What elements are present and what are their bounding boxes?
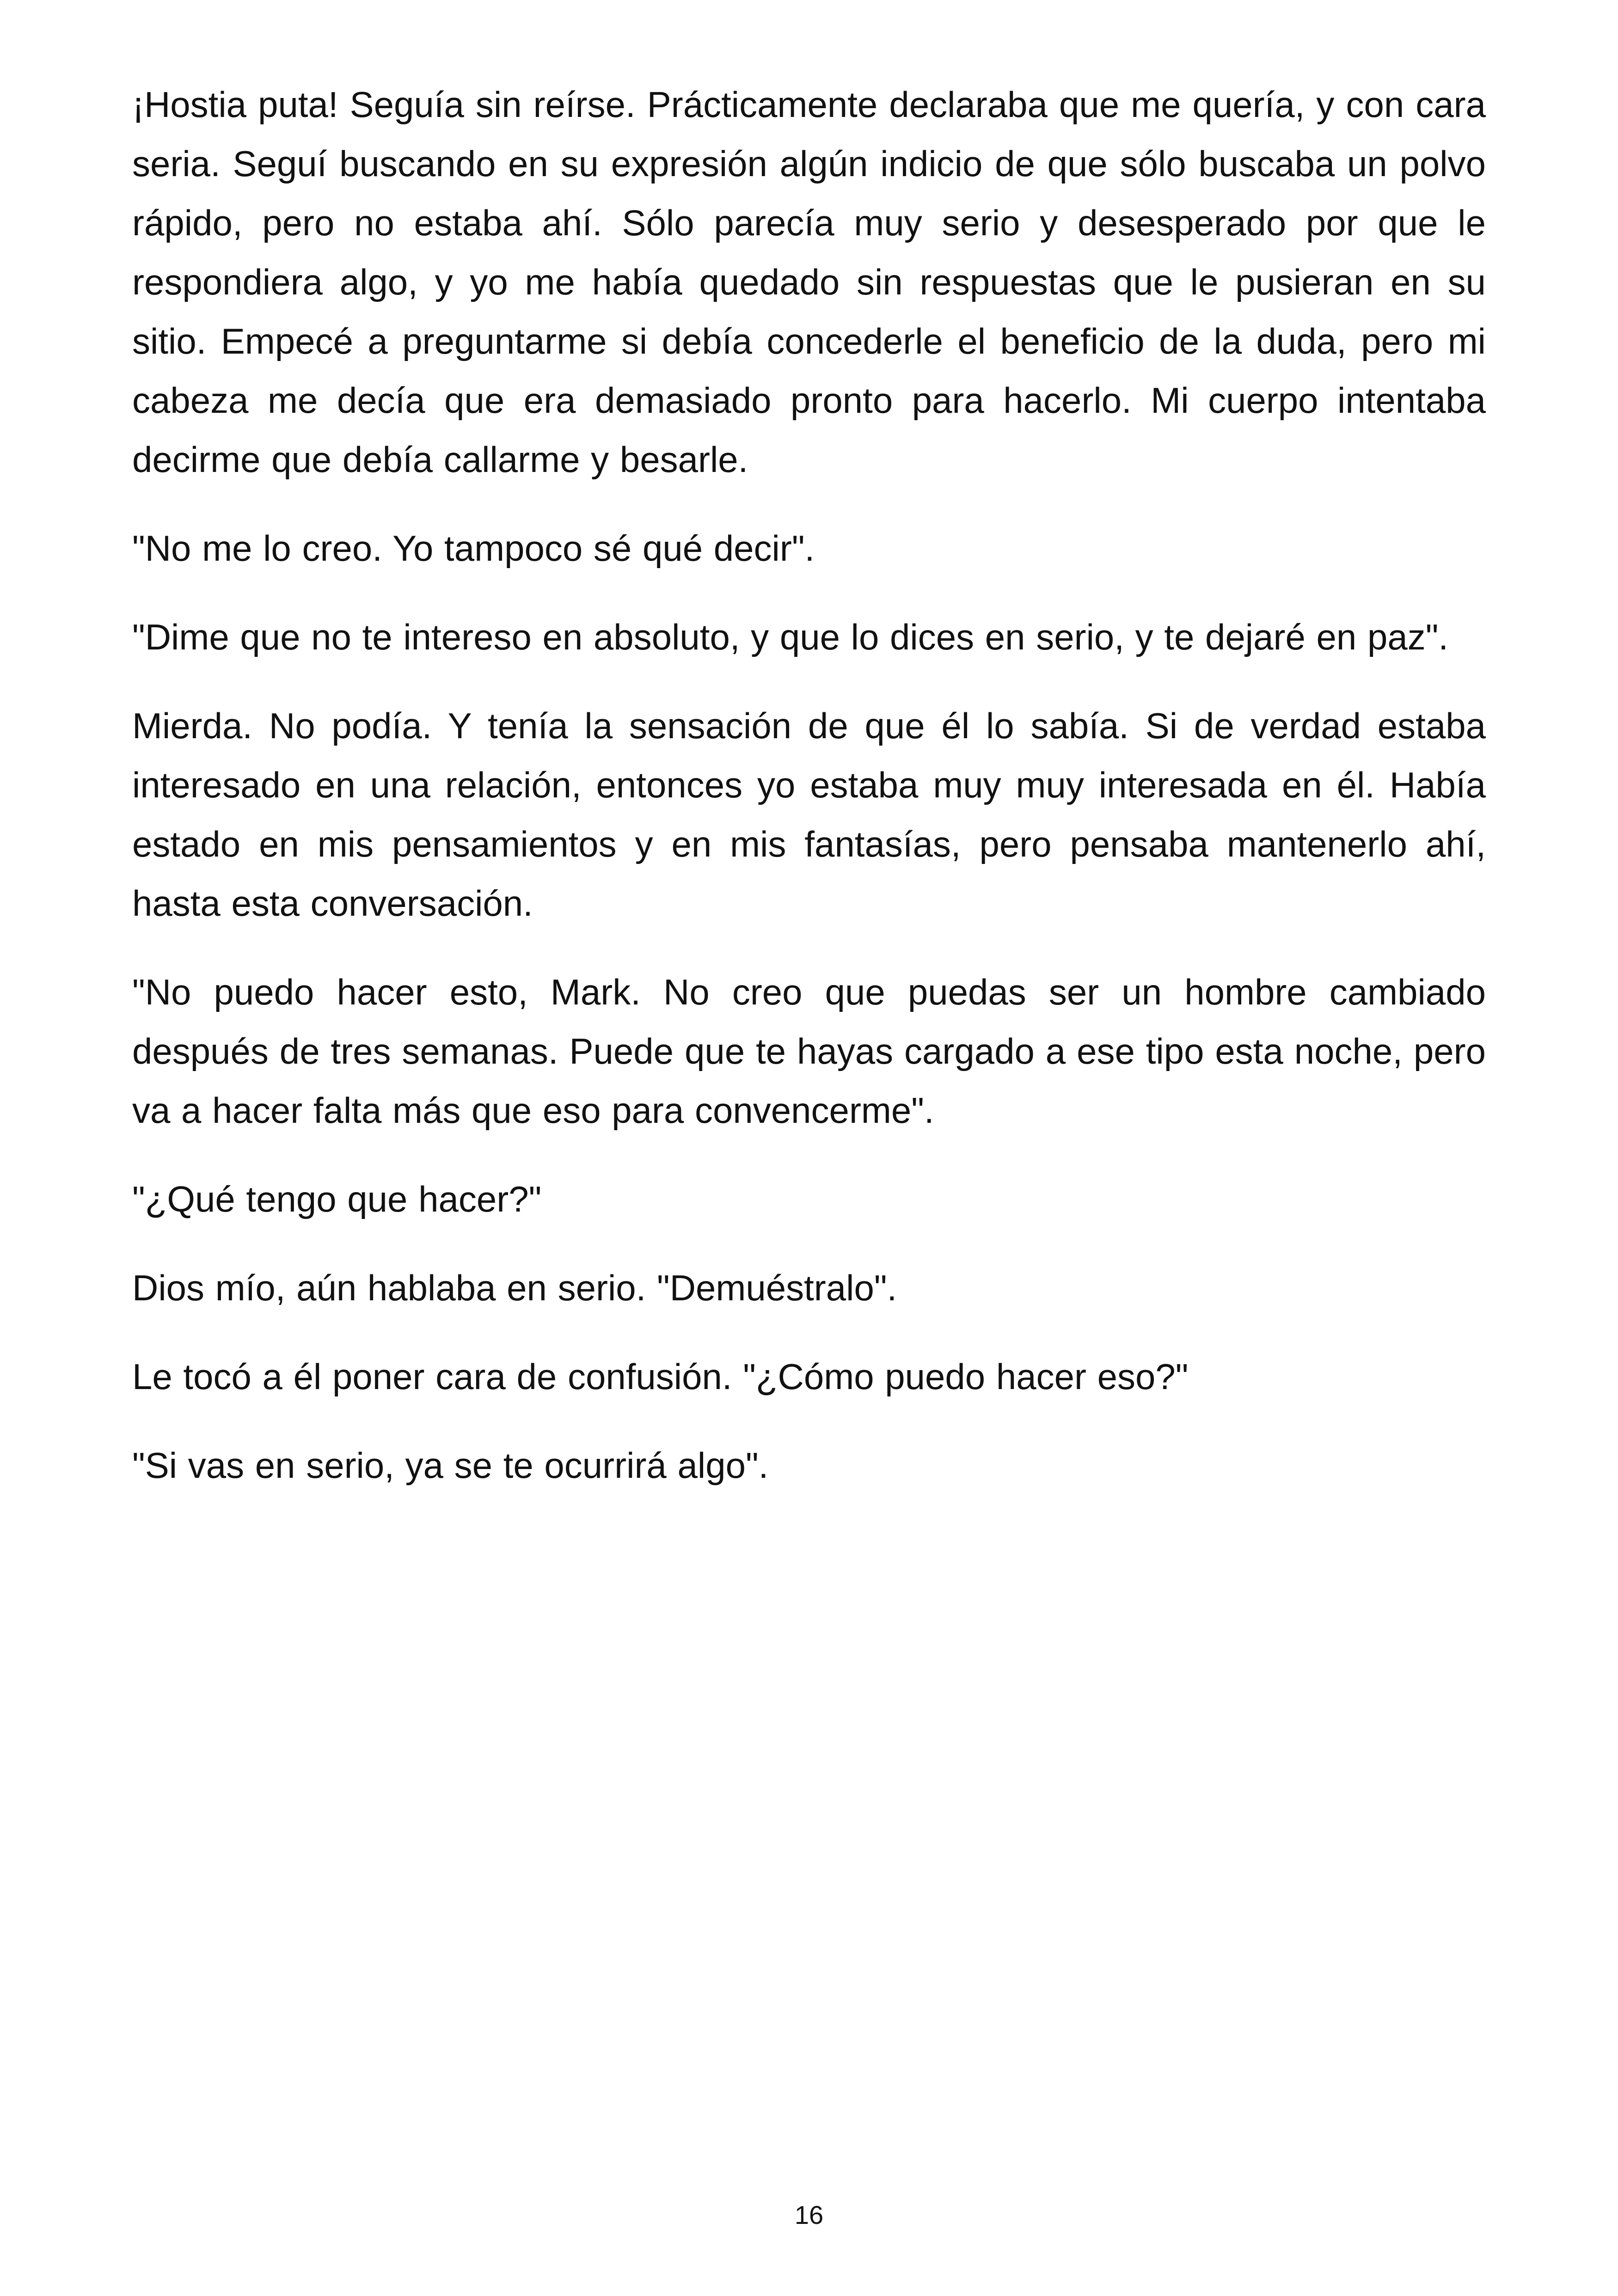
paragraph: "¿Qué tengo que hacer?" <box>132 1179 542 1219</box>
paragraph: "No me lo creo. Yo tampoco sé qué decir". <box>132 528 815 569</box>
body-text <box>132 75 1486 1525</box>
paragraph: "Si vas en serio, ya se te ocurrirá algo". <box>132 1445 769 1486</box>
paragraph: Dios mío, aún hablaba en serio. "Demuéstralo". <box>132 1267 897 1308</box>
paragraph: Le tocó a él poner cara de confusión. "¿Cómo puedo hacer eso?" <box>132 1356 1189 1397</box>
page-number: 16 <box>794 2200 824 2229</box>
paragraph: ¡Hostia puta! Seguía sin reírse. Prácticamente declaraba que me quería, y con cara seria. Seguí buscando en su expresión algún indicio de que sólo buscaba un polvo rápido, pero no estaba ahí. Sólo parecía muy serio y desesperado por que le respondiera algo, y yo me había quedado sin respuestas que le pusieran en su sitio. Empecé a preguntarme si debía concederle el beneficio de la duda, pero mi cabeza me decía que era demasiado pronto para hacerlo. Mi cuerpo intentaba decirme que debía callarme y besarle. <box>132 84 1486 480</box>
paragraph: "No puedo hacer esto, Mark. No creo que puedas ser un hombre cambiado después de tres semanas. Puede que te hayas cargado a ese tipo esta noche, pero va a hacer falta más que eso para convencerme". <box>132 972 1486 1131</box>
paragraph: Mierda. No podía. Y tenía la sensación de que él lo sabía. Si de verdad estaba interesado en una relación, entonces yo estaba muy muy interesada en él. Había estado en mis pensamientos y en mis fantasías, pero pensaba mantenerlo ahí, hasta esta conversación. <box>132 705 1486 924</box>
paragraph: "Dime que no te intereso en absoluto, y que lo dices en serio, y te dejaré en paz". <box>132 617 1449 657</box>
